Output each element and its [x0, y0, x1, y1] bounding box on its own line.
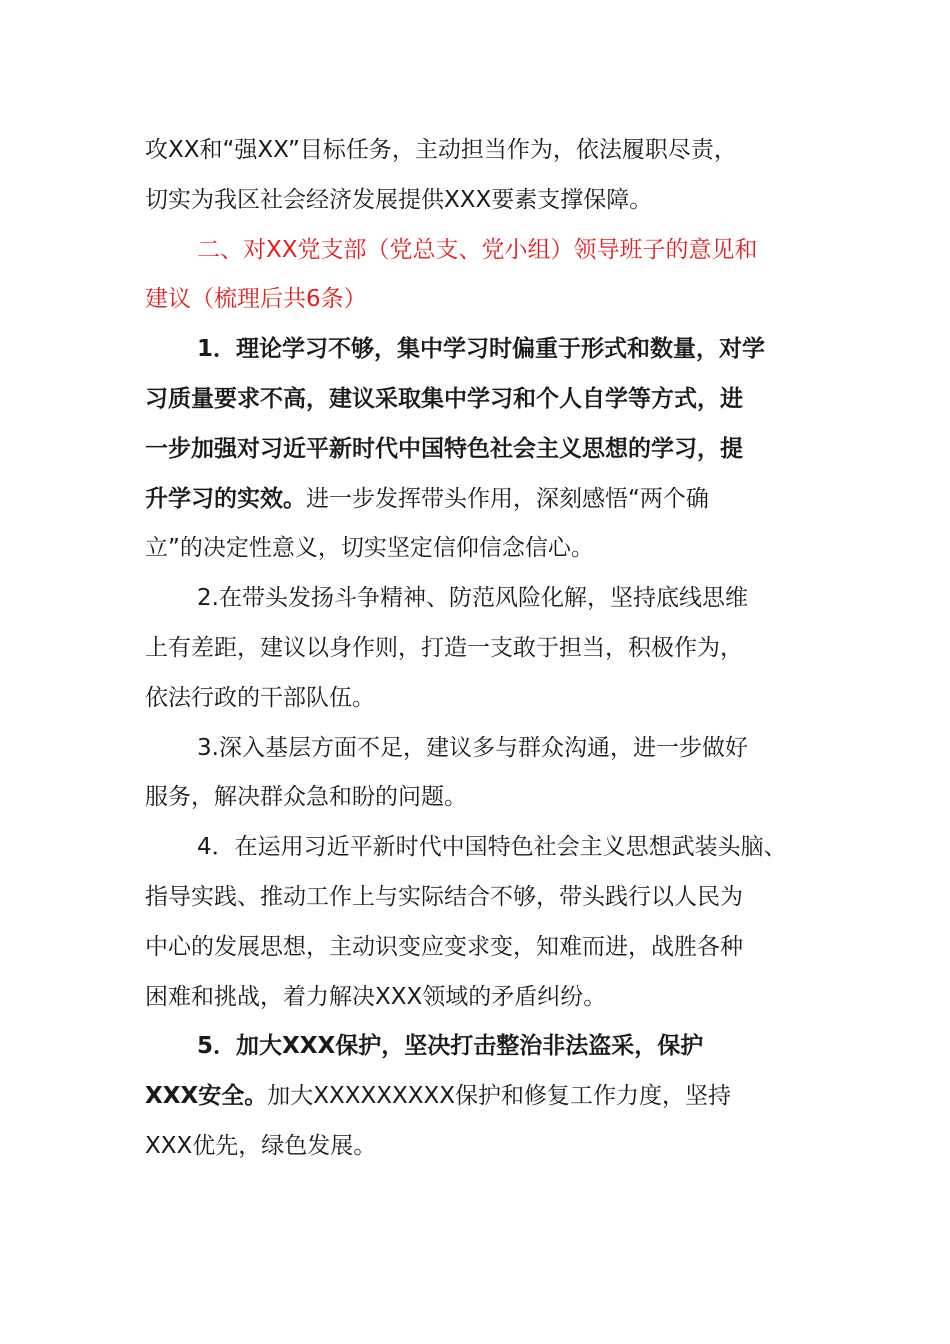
text-line: 攻XX和“强XX”目标任务，主动担当作为，依法履职尽责，	[145, 137, 737, 163]
text-line: 切实为我区社会经济发展提供XXX要素支撑保障。	[145, 186, 653, 213]
bold-line: XXX安全。	[145, 1083, 268, 1110]
bold-line: 升学习的实效。	[145, 485, 306, 512]
text-line: 指导实践、推动工作上与实际结合不够，带头践行以人民为	[145, 883, 743, 910]
heading-line: 建议（梳理后共6条）	[145, 286, 367, 313]
bold-line: 一步加强对习近平新时代中国特色社会主义思想的学习，提	[145, 435, 743, 462]
intro-continuation-paragraph	[145, 126, 825, 226]
text-line: 2.在带头发扬斗争精神、防范风险化解，坚持底线思维	[197, 585, 748, 612]
text-run: 进一步发挥带头作用，深刻感悟“两个确	[306, 485, 709, 512]
item-5-paragraph	[145, 1022, 825, 1171]
document-page	[145, 126, 825, 1172]
text-line: 困难和挑战，着力解决XXX领域的矛盾纠纷。	[145, 983, 607, 1010]
item-3-paragraph	[145, 724, 825, 824]
text-line: 中心的发展思想，主动识变应变求变，知难而进，战胜各种	[145, 933, 743, 960]
text-line: 3.深入基层方面不足，建议多与群众沟通，进一步做好	[197, 734, 748, 761]
section-heading	[145, 226, 825, 326]
text-run: 加大XXXXXXXXX保护和修复工作力度，坚持	[267, 1083, 732, 1110]
text-line: 立”的决定性意义，切实坚定信仰信念信心。	[145, 535, 594, 562]
bold-line: 1．理论学习不够，集中学习时偏重于形式和数量，对学	[197, 336, 766, 363]
heading-line: 二、对XX党支部（党总支、党小组）领导班子的意见和	[197, 236, 758, 263]
bold-line: 5．加大XXX保护，坚决打击整治非法盗采，保护	[197, 1033, 704, 1060]
item-4-paragraph	[145, 823, 825, 1022]
bold-line: 习质量要求不高，建议采取集中学习和个人自学等方式，进	[145, 385, 743, 412]
item-1-paragraph	[145, 325, 825, 574]
text-line: 依法行政的干部队伍。	[145, 684, 375, 711]
text-line: 4．在运用习近平新时代中国特色社会主义思想武装头脑、	[197, 834, 787, 861]
text-line: 服务，解决群众急和盼的问题。	[145, 784, 467, 811]
text-line: 上有差距，建议以身作则，打造一支敢于担当，积极作为，	[145, 634, 743, 661]
text-line: XXX优先，绿色发展。	[145, 1132, 377, 1159]
item-2-paragraph	[145, 574, 825, 723]
